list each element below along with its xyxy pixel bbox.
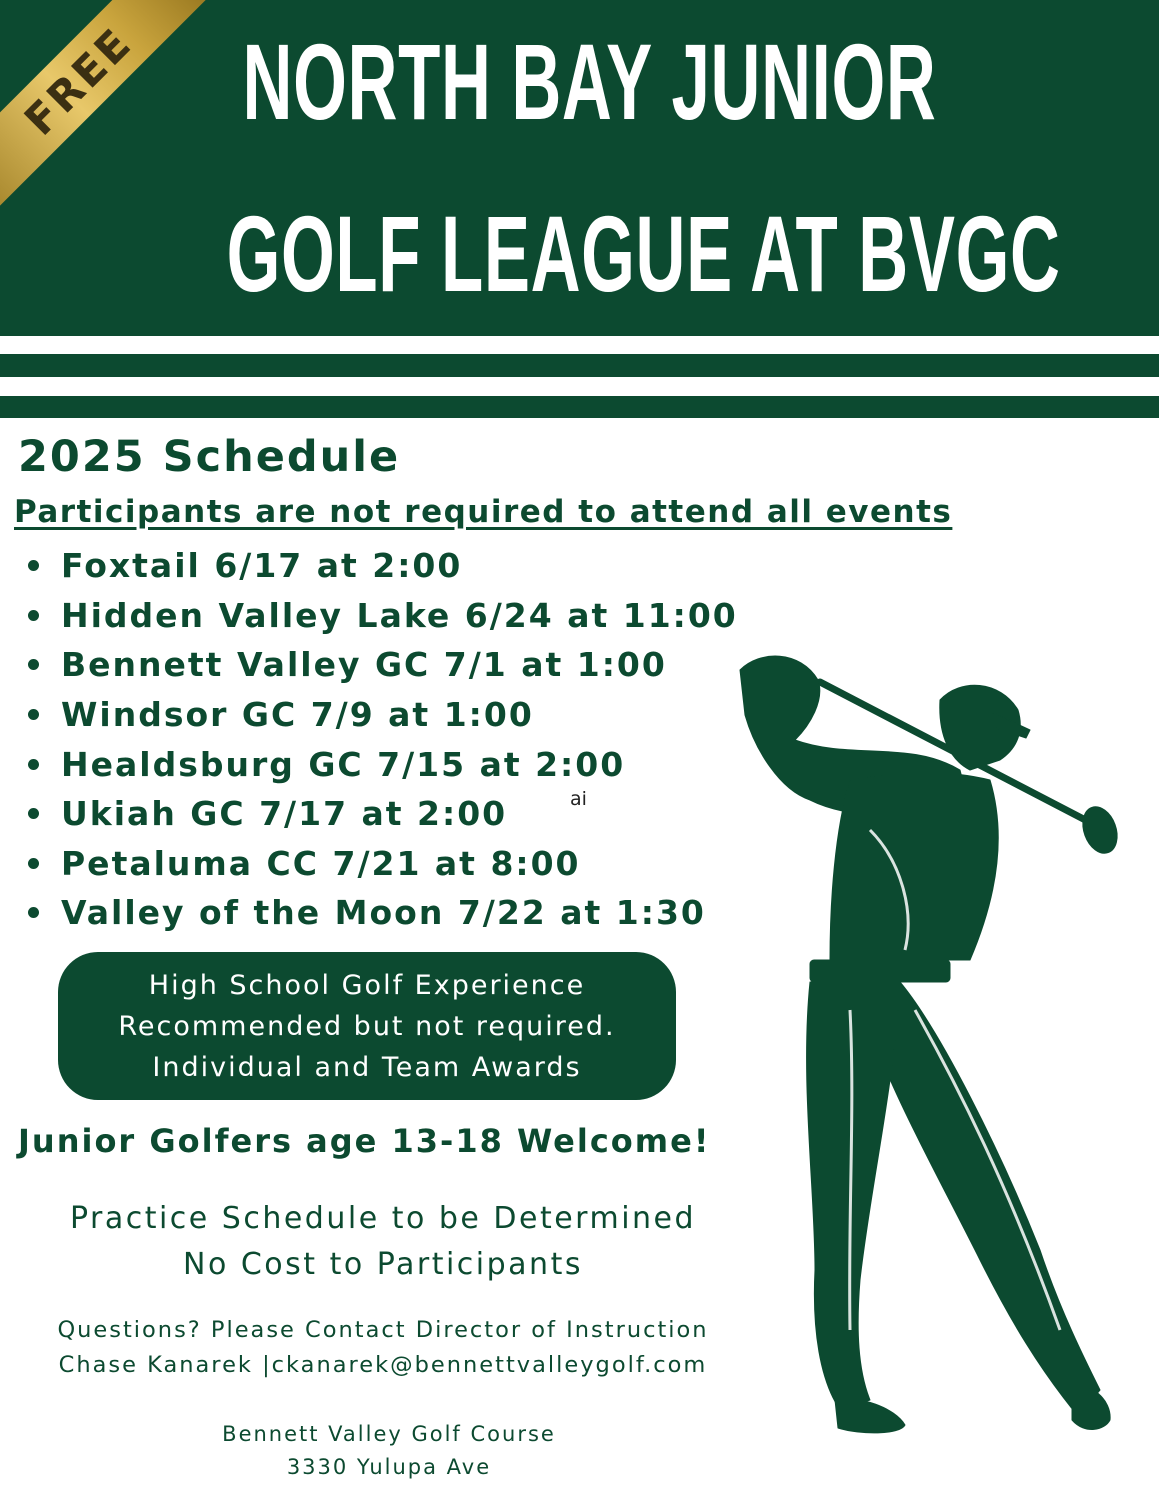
event-list [28,541,738,938]
golfer-illustration [700,630,1140,1460]
schedule-title: 2025 Schedule [18,432,401,482]
event-item [28,739,738,789]
event-item [28,541,738,591]
event-item [28,839,738,889]
golf-club-head [1077,802,1123,858]
event-item [28,888,738,938]
cost-line: No Cost to Participants [183,1247,583,1282]
golfer-torso [830,773,998,961]
event-label: Valley of the Moon 7/22 at 1:30 [61,893,706,933]
golfer-belt [810,960,950,982]
contact-info [0,1313,766,1383]
title-line-1: NORTH BAY JUNIOR [242,21,937,142]
event-label: Hidden Valley Lake 6/24 at 11:00 [61,595,738,635]
event-label: Foxtail 6/17 at 2:00 [61,546,463,586]
contact-email-line: Chase Kanarek |ckanarek@bennettvalleygolf.com [58,1352,708,1378]
event-label: Petaluma CC 7/21 at 8:00 [61,843,581,883]
event-label: Healdsburg GC 7/15 at 2:00 [61,744,626,784]
golfer-shoe-front [835,1399,905,1433]
venue-name: Bennett Valley Golf Course [222,1422,556,1446]
ai-mark: ai [570,788,587,810]
contact-line: Questions? Please Contact Director of Instruction [57,1317,709,1343]
bullet-icon [28,907,39,918]
bullet-icon [28,709,39,720]
title-line-2: GOLF LEAGUE AT BVGC [226,193,1061,314]
bullet-icon [28,610,39,621]
welcome-heading: Junior Golfers age 13-18 Welcome! [18,1122,711,1160]
golfer-leg-back [870,982,1100,1416]
info-line: High School Golf Experience [148,969,586,1001]
event-label: Bennett Valley GC 7/1 at 1:00 [61,645,667,685]
event-label: Ukiah GC 7/17 at 2:00 [61,794,508,834]
header-banner [0,0,1159,336]
bullet-icon [28,808,39,819]
bullet-icon [28,560,39,571]
practice-line: Practice Schedule to be Determined [69,1201,697,1236]
event-item [28,690,738,740]
event-item [28,789,738,839]
golfer-shoe-back [1072,1387,1110,1429]
golfer-leg-front [807,982,900,1410]
divider-stripe-top [0,354,1159,377]
info-line: Recommended but not required. [118,1010,616,1042]
bullet-icon [28,759,39,770]
bullet-icon [28,858,39,869]
event-label: Windsor GC 7/9 at 1:00 [61,695,534,735]
bullet-icon [28,659,39,670]
divider-stripe-bottom [0,396,1159,418]
event-item [28,640,738,690]
street-address: 3330 Yulupa Ave [286,1455,492,1479]
info-line: Individual and Team Awards [152,1051,582,1083]
attendance-note: Participants are not required to attend all events [14,494,953,530]
practice-info [0,1196,766,1288]
free-ribbon [0,0,222,225]
address-block [6,1418,772,1484]
event-item [28,591,738,641]
free-ribbon-label: FREE [14,17,142,145]
info-box [58,952,676,1100]
